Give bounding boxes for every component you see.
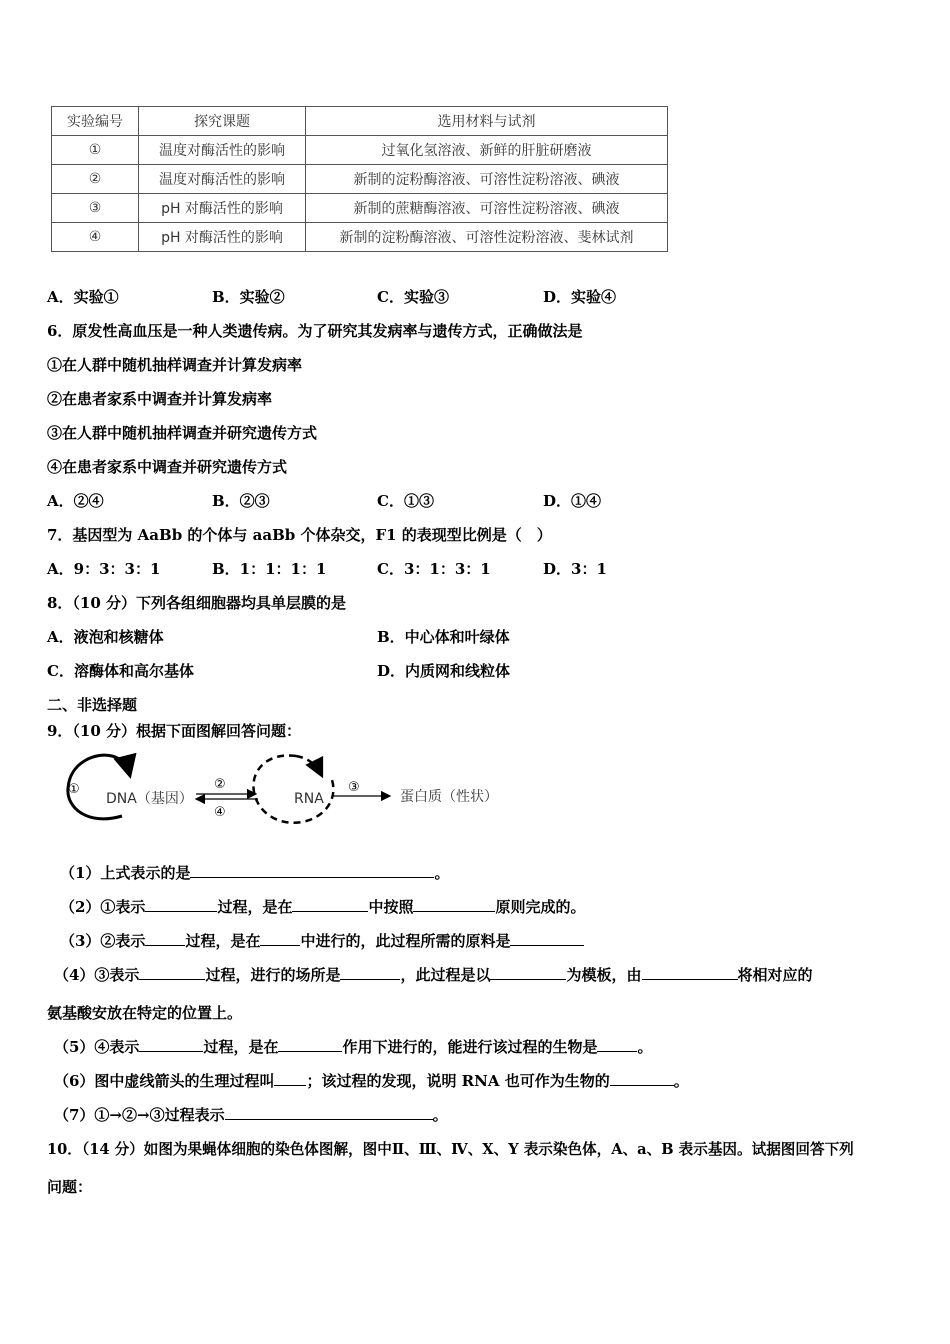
answer-blank[interactable] (490, 965, 566, 980)
table-row (52, 223, 668, 252)
text: 过程，是在 (185, 932, 261, 950)
text: 原则完成的。 (495, 898, 586, 916)
table-cell: ③ (52, 194, 139, 223)
text: 过程，是在 (217, 898, 293, 916)
answer-blank[interactable] (510, 931, 584, 946)
table-header: 实验编号 (52, 107, 139, 136)
answer-blank[interactable] (610, 1071, 674, 1086)
text: （5）④表示 (54, 1038, 140, 1056)
protein-label: 蛋白质（性状） (400, 789, 498, 805)
text: 作用下进行的，能进行该过程的生物是 (342, 1038, 598, 1056)
text: 过程，进行的场所是 (205, 966, 341, 984)
text: （6）图中虚线箭头的生理过程叫 (54, 1072, 275, 1090)
table-cell: 温度对酶活性的影响 (139, 165, 306, 194)
table-cell: 新制的淀粉酶溶液、可溶性淀粉溶液、碘液 (306, 165, 668, 194)
answer-blank[interactable] (145, 931, 185, 946)
q5-option-b: B．实验② (212, 288, 285, 306)
table-header: 选用材料与试剂 (306, 107, 668, 136)
answer-blank[interactable] (278, 1037, 342, 1052)
text: 为模板，由 (566, 966, 642, 984)
text: （3）②表示 (60, 932, 146, 950)
q9-sub7 (54, 1104, 448, 1125)
label-reverse-transcription: ④ (214, 805, 226, 820)
table-cell: 新制的淀粉酶溶液、可溶性淀粉溶液、斐林试剂 (306, 223, 668, 252)
q9-sub1 (60, 862, 449, 883)
answer-blank[interactable] (292, 897, 368, 912)
answer-blank[interactable] (139, 1037, 203, 1052)
q6-item: ②在患者家系中调查并计算发病率 (47, 390, 273, 408)
answer-blank[interactable] (145, 897, 217, 912)
q5-option-d: D．实验④ (543, 288, 617, 306)
q6-option-c: C．①③ (377, 492, 434, 510)
q7-option-a: A．9：3：3：1 (47, 560, 161, 578)
table-cell: ① (52, 136, 139, 165)
rna-label: RNA (294, 791, 324, 807)
q6-item: ④在患者家系中调查并研究遗传方式 (47, 458, 288, 476)
q9-sub2 (60, 896, 586, 917)
text: 中进行的，此过程所需的原料是 (300, 932, 511, 950)
text: 将相对应的 (737, 966, 813, 984)
answer-blank[interactable] (190, 863, 434, 878)
answer-blank[interactable] (340, 965, 400, 980)
label-translation: ③ (348, 780, 360, 795)
q7-option-b: B．1：1：1：1 (212, 560, 327, 578)
table-cell: pH 对酶活性的影响 (139, 194, 306, 223)
text: 。 (432, 1106, 448, 1124)
q9-sub5 (54, 1036, 653, 1057)
q10-stem: 10．（14 分）如图为果蝇体细胞的染色体图解，图中Ⅱ、Ⅲ、Ⅳ、X、Y 表示染色体，A、a、B 表示基因。试据图回答下列 (47, 1141, 854, 1158)
answer-blank[interactable] (597, 1037, 637, 1052)
q6-item: ③在人群中随机抽样调查并研究遗传方式 (47, 424, 318, 442)
table-header: 探究课题 (139, 107, 306, 136)
q8-option-b: B．中心体和叶绿体 (377, 628, 510, 646)
answer-blank[interactable] (225, 1105, 433, 1120)
q6-option-b: B．②③ (212, 492, 270, 510)
text: （1）上式表示的是 (60, 864, 191, 882)
answer-blank[interactable] (274, 1071, 306, 1086)
q8-stem: 8．（10 分）下列各组细胞器均具单层膜的是 (47, 594, 347, 612)
q6-option-a: A．②④ (47, 492, 104, 510)
text: （2）①表示 (60, 898, 146, 916)
q6-option-d: D．①④ (543, 492, 602, 510)
text: （7）①→②→③过程表示 (54, 1106, 225, 1124)
text: 。 (673, 1072, 689, 1090)
text: 。 (637, 1038, 653, 1056)
answer-blank[interactable] (139, 965, 205, 980)
answer-blank[interactable] (260, 931, 300, 946)
q8-option-d: D．内质网和线粒体 (377, 662, 511, 680)
text: 过程，是在 (203, 1038, 279, 1056)
q9-stem: 9．（10 分）根据下面图解回答问题： (47, 722, 302, 740)
label-replication: ① (68, 782, 80, 797)
table-cell: 过氧化氢溶液、新鲜的肝脏研磨液 (306, 136, 668, 165)
q9-sub3 (60, 930, 584, 951)
table-cell: ④ (52, 223, 139, 252)
table-cell: pH 对酶活性的影响 (139, 223, 306, 252)
text: ；该过程的发现，说明 RNA 也可作为生物的 (306, 1072, 610, 1090)
answer-blank[interactable] (642, 965, 738, 980)
text: 。 (434, 864, 450, 882)
q7-option-d: D．3：1 (543, 560, 607, 578)
table-cell: 温度对酶活性的影响 (139, 136, 306, 165)
text: 中按照 (368, 898, 414, 916)
table-row (52, 165, 668, 194)
table-row (52, 136, 668, 165)
q7-stem: 7．基因型为 AaBb 的个体与 aaBb 个体杂交，F1 的表现型比例是（ ） (47, 526, 552, 544)
experiment-table (51, 106, 668, 252)
text: ，此过程是以 (400, 966, 491, 984)
q5-option-a: A．实验① (47, 288, 119, 306)
q6-stem: 6．原发性高血压是一种人类遗传病。为了研究其发病率与遗传方式，正确做法是 (47, 322, 583, 340)
rna-replication-loop (253, 755, 333, 822)
q8-option-c: C．溶酶体和高尔基体 (47, 662, 194, 680)
table-row (52, 194, 668, 223)
dna-label: DNA（基因） (106, 791, 193, 807)
q10-stem-cont: 问题： (47, 1178, 93, 1196)
central-dogma-diagram (60, 748, 520, 832)
answer-blank[interactable] (413, 897, 495, 912)
table-cell: ② (52, 165, 139, 194)
q8-option-a: A．液泡和核糖体 (47, 628, 164, 646)
rna-replication-arrow (296, 756, 322, 776)
table-header-row (52, 107, 668, 136)
table-cell: 新制的蔗糖酶溶液、可溶性淀粉溶液、碘液 (306, 194, 668, 223)
q9-sub4 (54, 964, 813, 985)
section-title: 二、非选择题 (47, 696, 138, 714)
label-transcription: ② (214, 777, 226, 792)
q9-sub6 (54, 1070, 689, 1091)
q9-sub4-cont: 氨基酸安放在特定的位置上。 (47, 1004, 243, 1022)
text: （4）③表示 (54, 966, 140, 984)
q6-item: ①在人群中随机抽样调查并计算发病率 (47, 356, 303, 374)
q5-option-c: C．实验③ (377, 288, 449, 306)
q7-option-c: C．3：1：3：1 (377, 560, 491, 578)
